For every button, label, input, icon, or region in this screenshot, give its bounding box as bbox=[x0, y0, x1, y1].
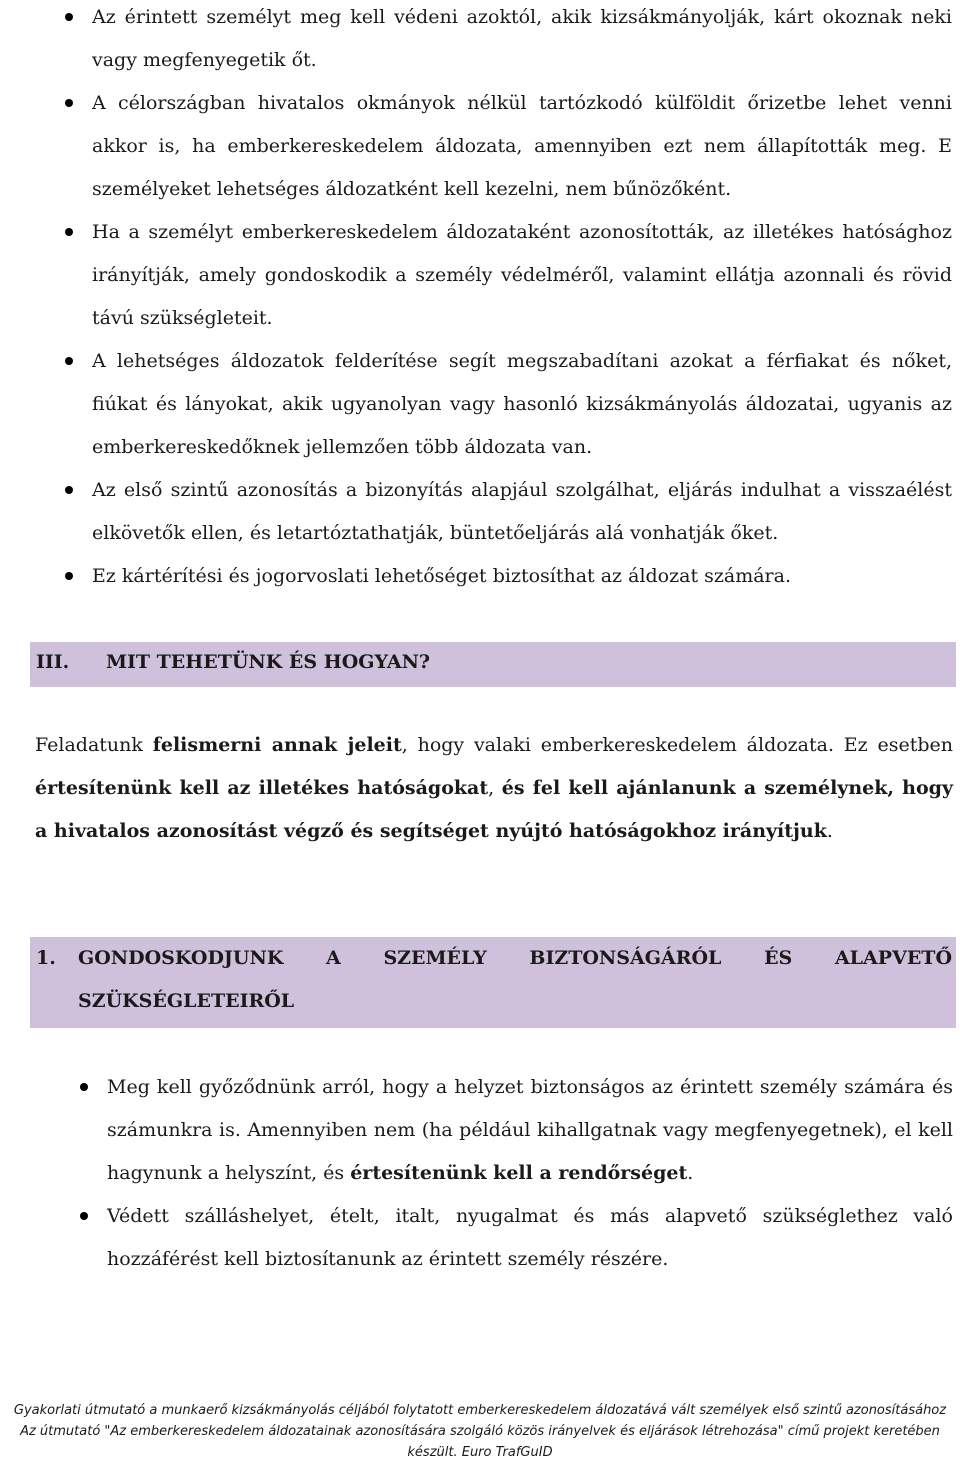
footer-line: Gyakorlati útmutató a munkaerő kizsákmányolás céljából folytatott emberkereskedelem áldozatává vált személyek első szintű azonosításához bbox=[13, 1403, 947, 1418]
list-item: Ha a személyt emberkereskedelem áldozataként azonosították, az illetékes hatósághoz irányítják, amely gondoskodik a személy védelméről, valamint ellátja azonnali és rövid távú szükségleteit. bbox=[92, 211, 952, 340]
page-footer bbox=[0, 1400, 960, 1463]
bullet-icon bbox=[65, 572, 73, 580]
list-item: A lehetséges áldozatok felderítése segít megszabadítani azokat a férfiakat és nőket, fiúkat és lányokat, akik ugyanolyan vagy hasonló kizsákmányolás áldozatai, ugyanis az emberkereskedőknek jellemzően több áldozata van. bbox=[92, 340, 952, 469]
list-item: Az érintett személyt meg kell védeni azoktól, akik kizsákmányolják, kárt okoznak neki vagy megfenyegetik őt. bbox=[92, 0, 952, 82]
bullet-icon bbox=[65, 486, 73, 494]
section-title: GONDOSKODJUNK A SZEMÉLY BIZTONSÁGÁRÓL ÉS ALAPVETŐ SZÜKSÉGLETEIRŐL bbox=[78, 947, 952, 1012]
list-item: Meg kell győződnünk arról, hogy a helyzet biztonságos az érintett személy számára és számunkra is. Amennyiben nem (ha például kihallgatnak vagy megfenyegetnek), el kell hagynunk a helyszínt, és értesítenünk kell a rendőrséget. bbox=[107, 1066, 953, 1195]
list-item: A célországban hivatalos okmányok nélkül tartózkodó külföldit őrizetbe lehet venni akkor is, ha emberkereskedelem áldozata, amennyiben ezt nem állapították meg. E személyeket lehetséges áldozatként kell kezelni, nem bűnözőként. bbox=[92, 82, 952, 211]
bullet-icon bbox=[65, 228, 73, 236]
section-heading-iii bbox=[30, 642, 956, 687]
bullet-icon bbox=[65, 99, 73, 107]
section-number: III. bbox=[36, 651, 70, 673]
bullet-icon bbox=[65, 13, 73, 21]
footer-line: készült. Euro TrafGuID bbox=[407, 1445, 553, 1460]
section-title: MIT TEHETÜNK ÉS HOGYAN? bbox=[106, 651, 431, 673]
bullet-icon bbox=[80, 1083, 88, 1091]
section-number: 1. bbox=[36, 947, 56, 969]
bullet-list-bottom bbox=[107, 1066, 953, 1281]
body-paragraph: Feladatunk felismerni annak jeleit, hogy valaki emberkereskedelem áldozata. Ez esetben értesítenünk kell az illetékes hatóságokat, és fel kell ajánlanunk a személynek, hogy a hivatalos azonosítást végző és segítséget nyújtó hatóságokhoz irányítjuk. bbox=[35, 734, 953, 842]
list-item: Védett szálláshelyet, ételt, italt, nyugalmat és más alapvető szükséglethez való hozzáférést kell biztosítanunk az érintett személy részére. bbox=[107, 1195, 953, 1281]
bullet-list-top bbox=[92, 0, 952, 598]
section-heading-1 bbox=[30, 937, 956, 1028]
footer-line: Az útmutató "Az emberkereskedelem áldozatainak azonosítására szolgáló közös irányelvek és eljárások létrehozása" című projekt keretében bbox=[20, 1424, 940, 1439]
bullet-icon bbox=[80, 1212, 88, 1220]
bullet-icon bbox=[65, 357, 73, 365]
list-item: Az első szintű azonosítás a bizonyítás alapjául szolgálhat, eljárás indulhat a visszaélést elkövetők ellen, és letartóztathatják, büntetőeljárás alá vonhatják őket. bbox=[92, 469, 952, 555]
list-item: Ez kártérítési és jogorvoslati lehetőséget biztosíthat az áldozat számára. bbox=[92, 555, 952, 598]
